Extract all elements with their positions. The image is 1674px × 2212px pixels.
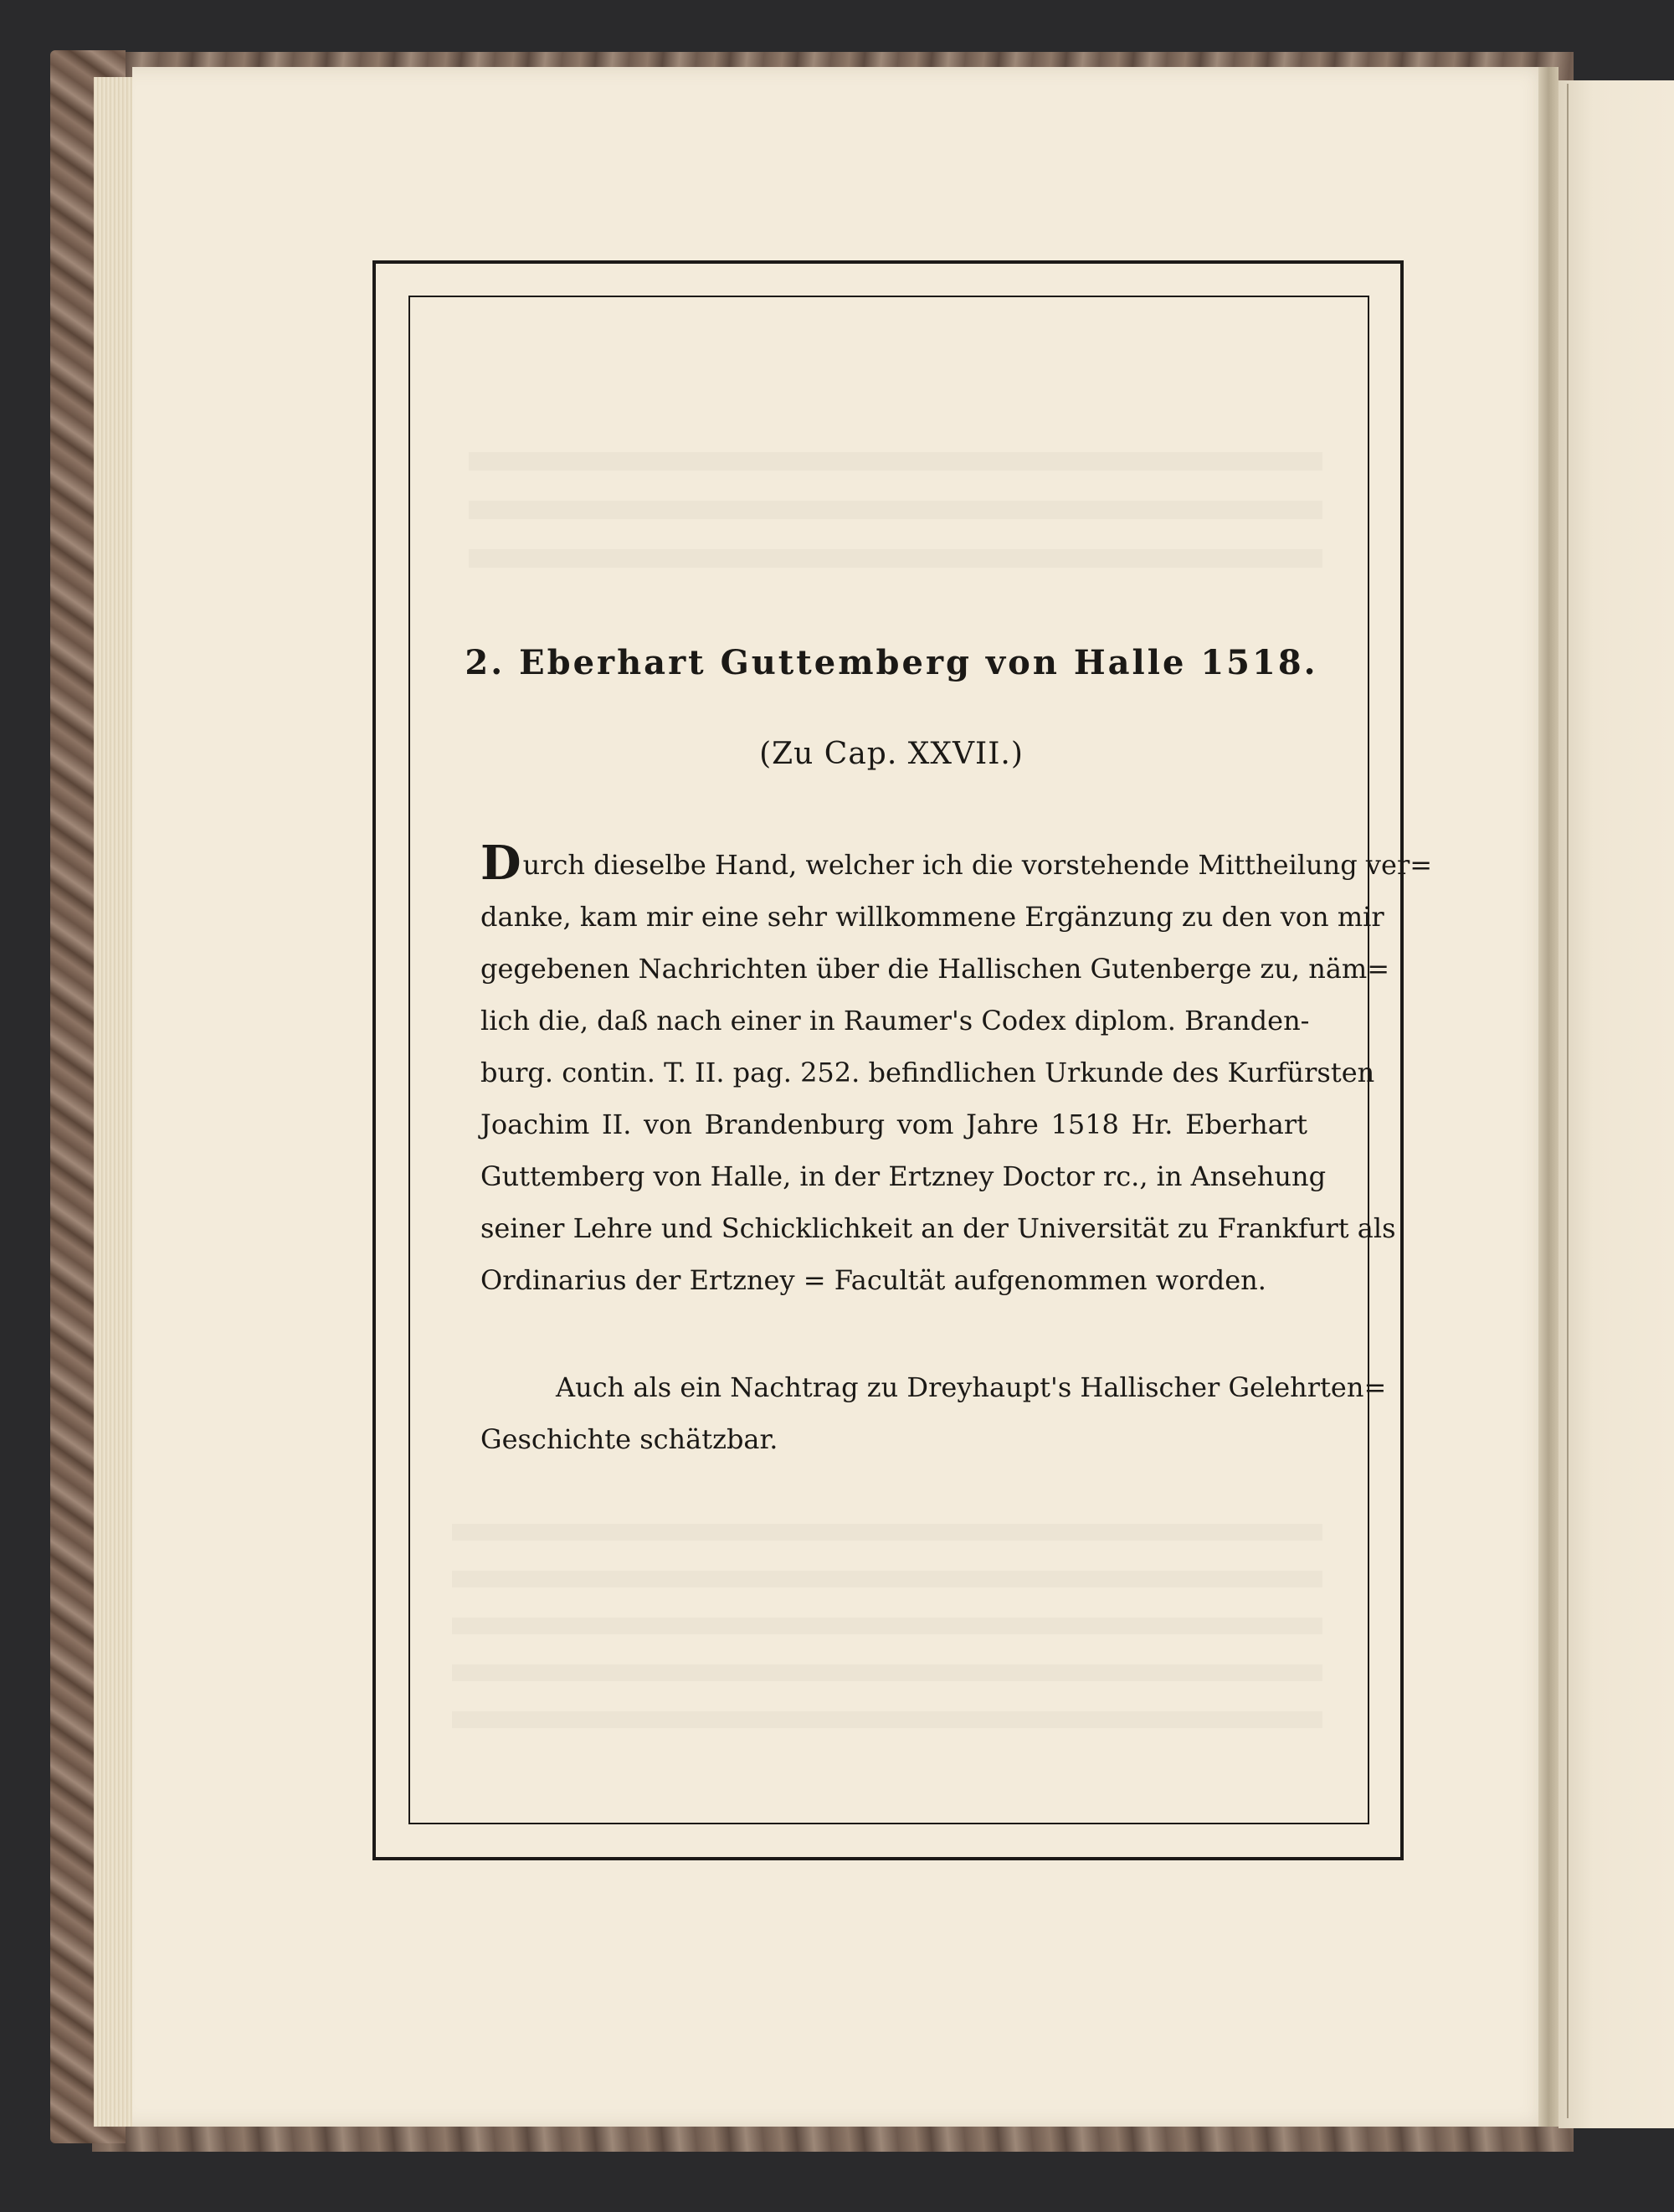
facing-page-edge — [1567, 84, 1569, 2118]
section-subheading: (Zu Cap. XXVII.) — [759, 737, 1024, 771]
text-line: Geschichte schätzbar. — [480, 1423, 778, 1455]
section-heading: 2. Eberhart Guttemberg von Halle 1518. — [465, 643, 1318, 682]
text-line: gegebenen Nachrichten über die Hallischen Gutenberge zu, näm= — [480, 953, 1390, 985]
text-line: Durch dieselbe Hand, welcher ich die vorstehende Mittheilung ver= — [480, 836, 1433, 891]
book-gutter — [1538, 67, 1558, 2127]
text-line: Ordinarius der Ertzney = Facultät aufgenommen worden. — [480, 1264, 1266, 1296]
drop-cap: D — [480, 836, 521, 891]
page-stack-edge — [94, 77, 134, 2127]
text-line: danke, kam mir eine sehr willkommene Ergänzung zu den von mir — [480, 901, 1384, 933]
text-line: Auch als ein Nachtrag zu Dreyhaupt's Hallischer Gelehrten= — [556, 1371, 1387, 1403]
paragraph-1 — [480, 836, 1433, 1308]
text-line: burg. contin. T. II. pag. 252. befindlichen Urkunde des Kurfürsten — [480, 1057, 1375, 1088]
paragraph-2 — [480, 1361, 1387, 1470]
text-line: lich die, daß nach einer in Raumer's Codex diplom. Branden- — [480, 1005, 1310, 1037]
text-line: seiner Lehre und Schicklichkeit an der Universität zu Frankfurt als — [480, 1212, 1396, 1244]
text-line: Guttemberg von Halle, in der Ertzney Doctor rc., in Ansehung — [480, 1160, 1327, 1192]
facing-page — [1558, 80, 1674, 2128]
text-line: Joachim II. von Brandenburg vom Jahre 1518 Hr. Eberhart — [480, 1109, 1307, 1140]
